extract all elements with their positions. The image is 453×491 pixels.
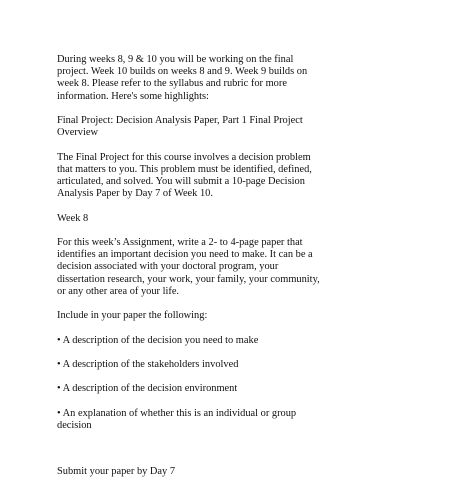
bullet-item: • A description of the decision you need to make: [57, 334, 259, 346]
week-heading: Week 8: [57, 212, 89, 224]
assignment-paragraph: For this week’s Assignment, write a 2- to 4-page paper that identifies an important decision you need to make. It can be a decision associated with your doctoral program, your dissertation research, your work, your family, your community, or any other area of your life.: [57, 236, 320, 297]
document-page: [57, 54, 437, 491]
intro-paragraph: During weeks 8, 9 & 10 you will be working on the final project. Week 10 builds on weeks 8 and 9. Week 9 builds on week 8. Please refer to the syllabus and rubric for more information. Here's some highlights:: [57, 54, 308, 102]
submit-instruction: Submit your paper by Day 7: [57, 466, 176, 478]
project-description: The Final Project for this course involves a decision problem that matters to you. This problem must be identified, defined, articulated, and solved. You will submit a 10-page Decision Analysis Paper by Day 7 of Week 10.: [57, 151, 312, 200]
bullet-item: • A description of the stakeholders involved: [57, 358, 239, 370]
bullet-item: • A description of the decision environment: [57, 383, 238, 395]
include-intro: Include in your paper the following:: [57, 310, 208, 322]
project-title: Final Project: Decision Analysis Paper, Part 1 Final Project Overview: [57, 115, 303, 139]
bullet-item: • An explanation of whether this is an individual or group decision: [57, 407, 297, 431]
